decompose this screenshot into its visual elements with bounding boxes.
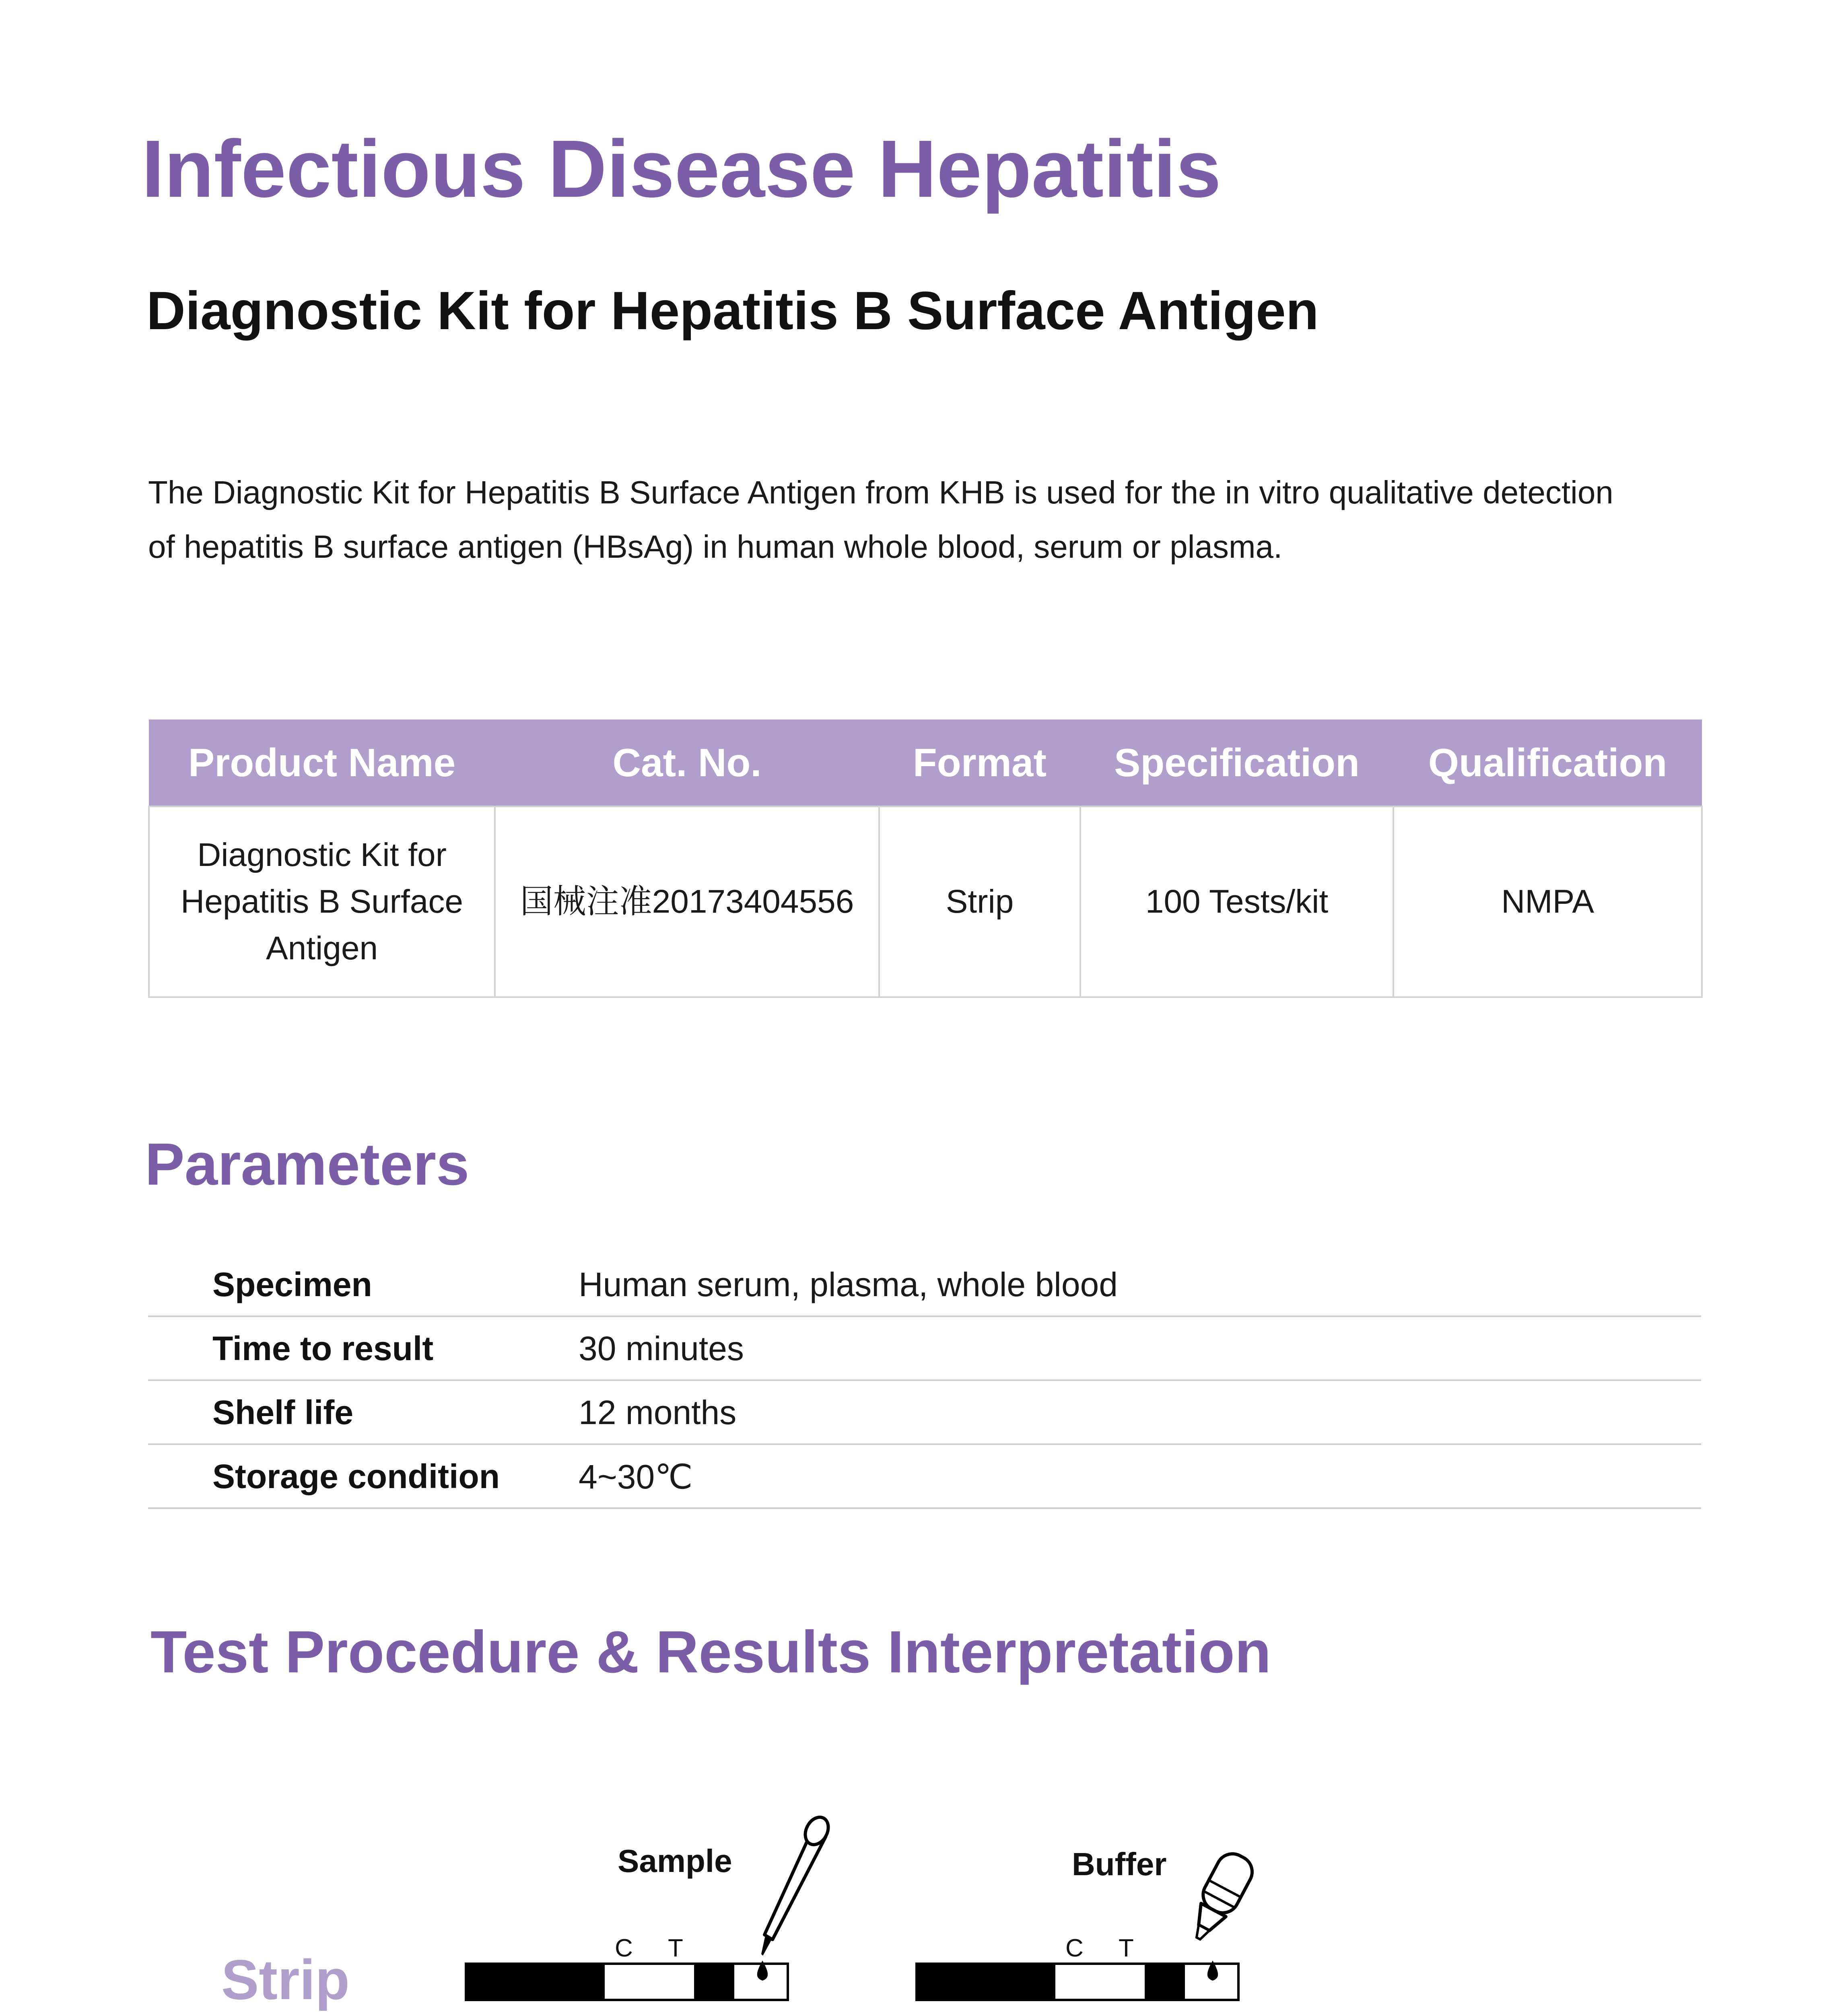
header-format: Format (879, 719, 1080, 806)
cell-specification: 100 Tests/kit (1080, 806, 1393, 997)
cell-format: Strip (879, 806, 1080, 997)
intro-line: The Diagnostic Kit for Hepatitis B Surface Antigen from KHB is used for the in vitro qualitative detection (148, 474, 1613, 510)
sample-label: Sample (618, 1843, 732, 1879)
intro-line: of hepatitis B surface antigen (HBsAg) in human whole blood, serum or plasma. (148, 529, 1283, 565)
header-specification: Specification (1080, 719, 1393, 806)
param-label: Specimen (212, 1266, 372, 1303)
cell-cat-no: 国械注准20173404556 (495, 806, 879, 997)
product-name-line: Antigen (266, 930, 378, 967)
cell-qualification: NMPA (1393, 806, 1702, 997)
product-subtitle: Diagnostic Kit for Hepatitis B Surface Antigen (146, 281, 1319, 341)
procedure-heading: Test Procedure & Results Interpretation (150, 1619, 1271, 1685)
product-name-line: Diagnostic Kit for (197, 837, 447, 873)
header-cat-no: Cat. No. (495, 719, 879, 806)
header-product-name: Product Name (149, 719, 495, 806)
strip-t-label: T (1119, 1934, 1134, 1962)
param-label: Shelf life (212, 1394, 354, 1431)
param-value: 4~30℃ (579, 1458, 693, 1496)
param-label: Storage condition (212, 1457, 500, 1495)
product-name-line: Hepatitis B Surface (181, 883, 463, 920)
strip-label: Strip (221, 1948, 350, 2011)
param-value: 12 months (579, 1394, 737, 1431)
header-qualification: Qualification (1393, 719, 1702, 806)
strip-c-label: C (1065, 1934, 1084, 1962)
strip-t-label: T (668, 1934, 683, 1962)
buffer-label: Buffer (1072, 1846, 1167, 1882)
parameters-heading: Parameters (145, 1131, 470, 1198)
param-value: Human serum, plasma, whole blood (579, 1266, 1118, 1303)
page-title: Infectious Disease Hepatitis (142, 123, 1222, 214)
param-label: Time to result (212, 1330, 434, 1367)
param-value: 30 minutes (579, 1330, 744, 1367)
strip-c-label: C (615, 1934, 633, 1962)
